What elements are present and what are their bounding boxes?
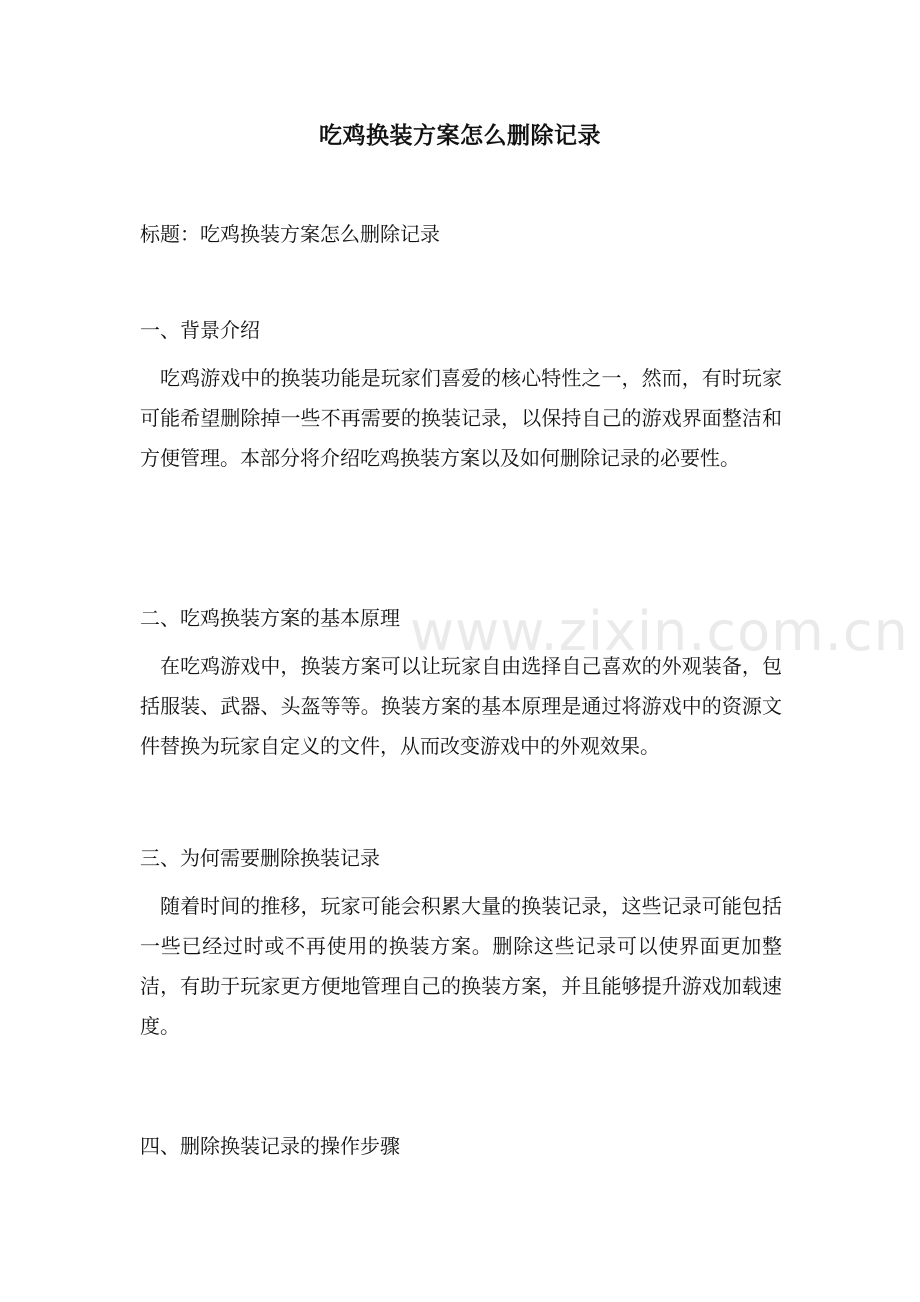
subtitle-line: 标题：吃鸡换装方案怎么删除记录	[140, 222, 440, 246]
section-heading-4: 四、删除换装记录的操作步骤	[140, 1134, 400, 1158]
section-heading-3: 三、为何需要删除换装记录	[140, 846, 380, 870]
document-title: 吃鸡换装方案怎么删除记录	[319, 122, 601, 149]
section-heading-1: 一、背景介绍	[140, 318, 260, 342]
section-heading-2: 二、吃鸡换装方案的基本原理	[140, 606, 400, 630]
section-body-2: 在吃鸡游戏中，换装方案可以让玩家自由选择自己喜欢的外观装备，包括服装、武器、头盔等等。换装方案的基本原理是通过将游戏中的资源文件替换为玩家自定义的文件，从而改变游戏中的外观效果。	[140, 654, 782, 758]
section-body-3: 随着时间的推移，玩家可能会积累大量的换装记录，这些记录可能包括一些已经过时或不再使用的换装方案。删除这些记录可以使界面更加整洁，有助于玩家更方便地管理自己的换装方案，并且能够提升游戏加载速度。	[140, 894, 782, 1038]
section-body-1: 吃鸡游戏中的换装功能是玩家们喜爱的核心特性之一，然而，有时玩家可能希望删除掉一些不再需要的换装记录，以保持自己的游戏界面整洁和方便管理。本部分将介绍吃鸡换装方案以及如何删除记录的必要性。	[140, 366, 782, 470]
watermark: www.zixin.com.cn	[410, 600, 909, 663]
